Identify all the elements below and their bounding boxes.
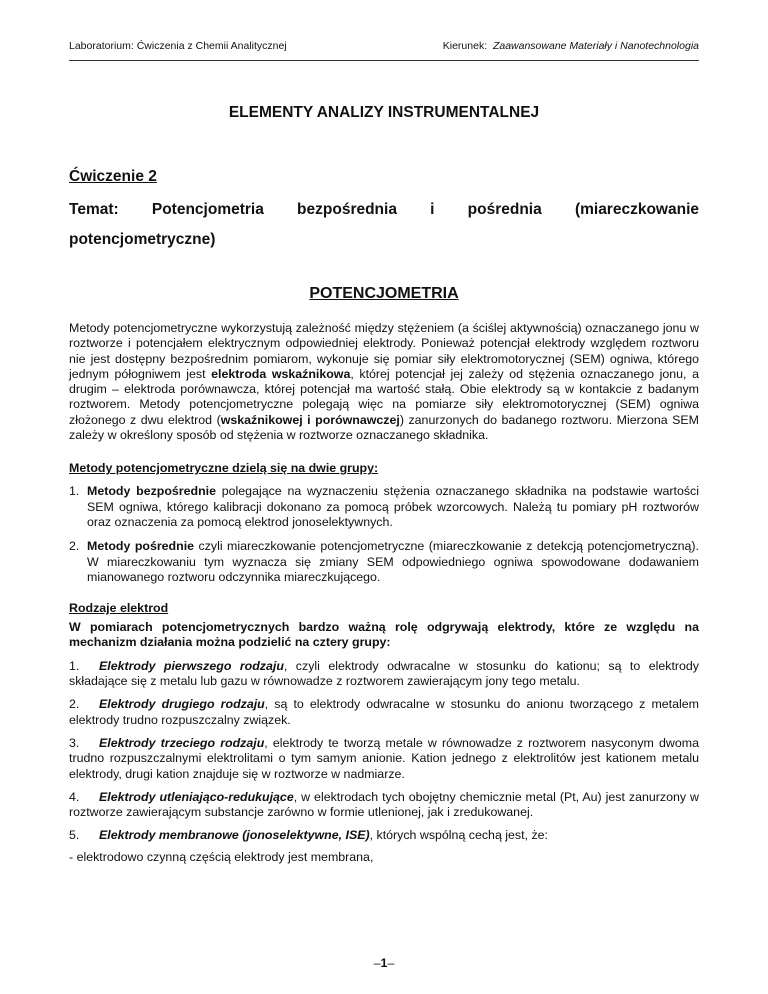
header-right: Kierunek: Zaawansowane Materiały i Nanotechnologia	[442, 40, 699, 52]
list-item: 5. Elektrody membranowe (jonoselektywne, ISE), których wspólną cechą jest, że:	[69, 828, 548, 843]
list-item: 4. Elektrody utleniająco-redukujące, w elektrodach tych obojętny chemicznie metal (Pt, Au) jest zanurzony w roztworze zawierającym substancje zarówno w formie utlenionej, jak i zredukowanej.	[69, 789, 699, 820]
trailing-line: - elektrodowo czynną częścią elektrody jest membrana,	[69, 849, 374, 864]
electrodes-heading: Rodzaje elektrod	[69, 601, 169, 616]
page-header	[69, 40, 699, 61]
intro-paragraph: Metody potencjometryczne wykorzystują zależność między stężeniem (a ściślej aktywnością) oznaczanego jonu w roztworze i potencjałem elektrycznym odpowiedniej elektrody. Ponieważ potencjał elektrody względem roztworu nie jest dostępny bezpośrednim pomiarom, wykonuje się pomiar siły elektromotorycznej (SEM) ogniwa, którego jednym półogniwem jest elektroda wskaźnikowa, której potencjał jej zależy od stężenia oznaczanego jonu, a drugim – elektroda porównawcza, której potencjał ma wartość stałą. Obie elektrody są w kontakcie z badanym roztworem. Metody potencjometryczne polegają więc na pomiarze siły elektromotorycznej (SEM) ogniwa złożonego z dwu elektrod (wskaźnikowej i porównawczej) zanurzonych do badanego roztworu. Mierzona SEM zależy w określony sposób od stężenia w roztworze oznaczanego składnika.	[69, 321, 699, 443]
methods-list	[69, 484, 699, 585]
list-item: 1. Metody bezpośrednie polegające na wyznaczeniu stężenia oznaczanego składnika na podstawie wartości SEM ogniwa, którego kalibracji dokonano za pomocą próbek wzorcowych. Należą tu pomiary pH roztworów oraz oznaczenia za pomocą elektrod jonoselektywnych.	[69, 484, 699, 529]
exercise-heading: Ćwiczenie 2	[69, 168, 157, 185]
section-title: POTENCJOMETRIA	[309, 285, 459, 302]
header-left: Laboratorium: Ćwiczenia z Chemii Analitycznej	[69, 40, 287, 52]
electrodes-lead: W pomiarach potencjometrycznych bardzo ważną rolę odgrywają elektrody, które ze względu na mechanizm działania można podzielić na cztery grupy:	[69, 620, 699, 650]
list-item: 3. Elektrody trzeciego rodzaju, elektrody te tworzą metale w równowadze z roztworem nasyconym dwoma trudno rozpuszczalnymi elektrolitami o tym samym anionie. Kation jednego z elektrolitów jest kationem metalu elektrody, drugi kation znajduje się w roztworze w nadmiarze.	[69, 735, 699, 781]
header-right-italic: Zaawansowane Materiały i Nanotechnologia	[492, 40, 699, 52]
page-number: –1–	[373, 956, 395, 970]
topic-heading: Temat: Potencjometria bezpośrednia i pośrednia (miareczkowanie potencjometryczne)	[69, 201, 699, 248]
document-title: ELEMENTY ANALIZY INSTRUMENTALNEJ	[228, 104, 540, 121]
list-item: 2. Elektrody drugiego rodzaju, są to elektrody odwracalne w stosunku do anionu tworzącego z metalem elektrody trudno rozpuszczalny związek.	[69, 697, 699, 727]
list-item: 1. Elektrody pierwszego rodzaju, czyli elektrody odwracalne w stosunku do kationu; są to elektrody składające się z metalu lub gazu w równowadze z roztworem zawierającym jony tego metalu.	[69, 658, 699, 689]
page-content	[69, 60, 699, 865]
methods-heading: Metody potencjometryczne dzielą się na dwie grupy:	[69, 461, 379, 476]
list-item: 2. Metody pośrednie czyli miareczkowanie potencjometryczne (miareczkowanie z detekcją potencjometryczną). W miareczkowaniu tym wyznacza się zmiany SEM odpowiedniego ogniwa spowodowane dodawaniem mianowanego roztworu odczynnika miareczkującego.	[69, 539, 700, 584]
